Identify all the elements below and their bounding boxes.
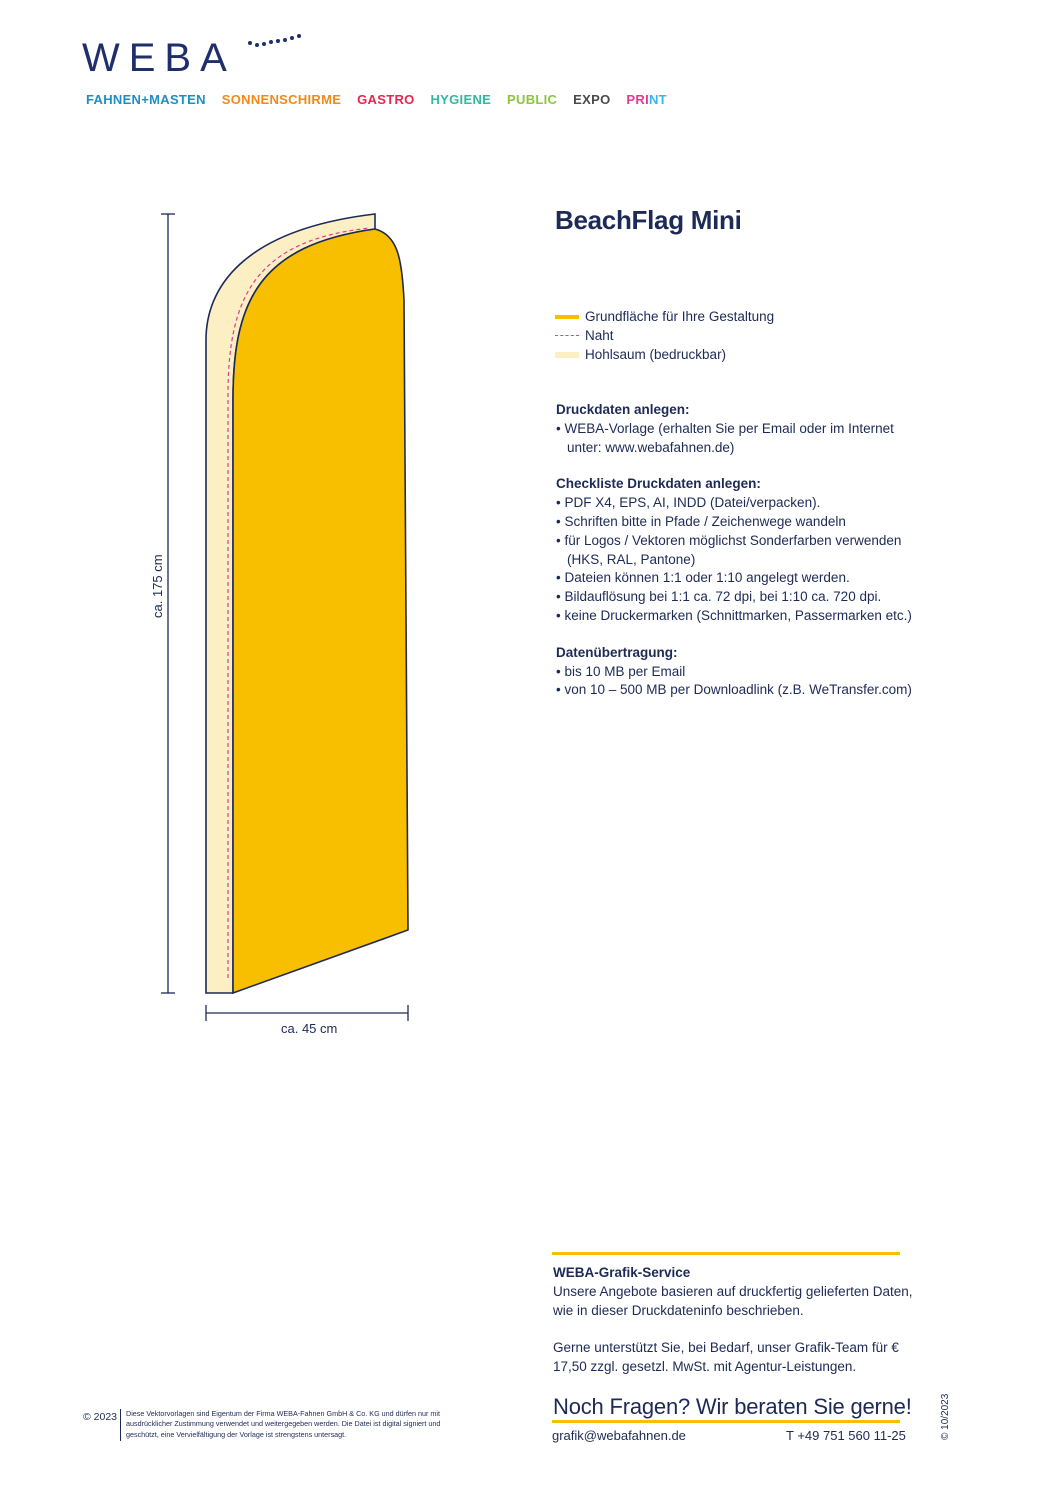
nav-fahnen-masten[interactable]: FAHNEN+MASTEN: [86, 92, 206, 107]
nav-print-part-a: PRI: [626, 92, 649, 107]
version-date: © 10/2023: [940, 1393, 951, 1440]
divider: [552, 1252, 900, 1255]
contact-cta: Noch Fragen? Wir beraten Sie gerne!: [553, 1394, 912, 1419]
service-text: Gerne unterstützt Sie, bei Bedarf, unser Grafik-Team für € 17,50 zzgl. gesetzl. MwSt. mit Agentur-Leistungen.: [553, 1340, 899, 1375]
page-title: BeachFlag Mini: [555, 205, 742, 235]
yellow-swatch-icon: [555, 315, 579, 319]
nav-public[interactable]: PUBLIC: [507, 92, 558, 107]
legend-label: Grundfläche für Ihre Gestaltung: [585, 309, 775, 324]
service-text: Unsere Angebote basieren auf druckfertig gelieferten Daten, wie in dieser Druckdateninfo beschrieben.: [553, 1283, 913, 1318]
section-heading: Checkliste Druckdaten anlegen:: [556, 476, 761, 492]
legend-item-print-area: [555, 307, 774, 326]
legal-notice: Diese Vektorvorlagen sind Eigentum der Firma WEBA-Fahnen GmbH & Co. KG und dürfen nur mit ausdrücklicher Zustimmung verwendet und weitergegeben werden. Die Datei ist digital signiert und geschützt, eine Vervielfältigung der Vorlage ist strengstens untersagt.: [126, 1409, 441, 1439]
section-list: [556, 420, 926, 458]
nav-hygiene[interactable]: HYGIENE: [430, 92, 492, 107]
print-area: [233, 229, 408, 993]
legend-label: Naht: [585, 328, 614, 343]
list-item: • Schriften bitte in Pfade / Zeichenwege wandeln: [556, 513, 926, 532]
legend-label: Hohlsaum (bedruckbar): [585, 347, 727, 362]
grafik-service: [553, 1264, 913, 1396]
nav-gastro[interactable]: GASTRO: [357, 92, 415, 107]
email-link[interactable]: grafik@webafahnen.de: [552, 1428, 686, 1443]
list-item: • von 10 – 500 MB per Downloadlink (z.B. WeTransfer.com): [556, 681, 926, 700]
print-data-info: [556, 401, 926, 718]
legend-item-hem: [555, 345, 774, 364]
height-label: ca. 175 cm: [150, 554, 165, 618]
divider: [552, 1420, 900, 1423]
nav-sonnenschirme[interactable]: SONNENSCHIRME: [221, 92, 342, 107]
phone-number[interactable]: T +49 751 560 11-25: [786, 1428, 906, 1443]
list-item: • PDF X4, EPS, AI, INDD (Datei/verpacken).: [556, 494, 926, 513]
width-dimension-line: [206, 1005, 408, 1021]
nav-expo[interactable]: EXPO: [573, 92, 611, 107]
cream-swatch-icon: [555, 352, 579, 358]
list-item: • bis 10 MB per Email: [556, 663, 926, 682]
section-heading: Druckdaten anlegen:: [556, 402, 690, 417]
legend: [555, 307, 774, 364]
list-item: • Bildauflösung bei 1:1 ca. 72 dpi, bei 1:10 ca. 720 dpi.: [556, 588, 926, 607]
list-item: • keine Druckermarken (Schnittmarken, Passermarken etc.): [556, 607, 926, 626]
service-heading: WEBA-Grafik-Service: [553, 1265, 691, 1280]
section-heading: Datenübertragung:: [556, 644, 678, 660]
legend-item-seam: [555, 326, 774, 345]
list-item: • für Logos / Vektoren möglichst Sonderfarben verwenden (HKS, RAL, Pantone): [556, 532, 926, 570]
dashed-line-icon: [555, 335, 579, 336]
list-item: • WEBA-Vorlage (erhalten Sie per Email oder im Internet unter: www.webafahnen.de): [556, 420, 926, 458]
section-list: [556, 663, 926, 701]
section-list: [556, 494, 926, 626]
nav-print-part-b: NT: [648, 92, 667, 107]
list-item: • Dateien können 1:1 oder 1:10 angelegt werden.: [556, 569, 926, 588]
width-label: ca. 45 cm: [281, 1021, 338, 1036]
copyright: © 2023: [83, 1411, 118, 1423]
divider: [120, 1409, 121, 1441]
weba-logo: WEBA: [82, 36, 236, 80]
